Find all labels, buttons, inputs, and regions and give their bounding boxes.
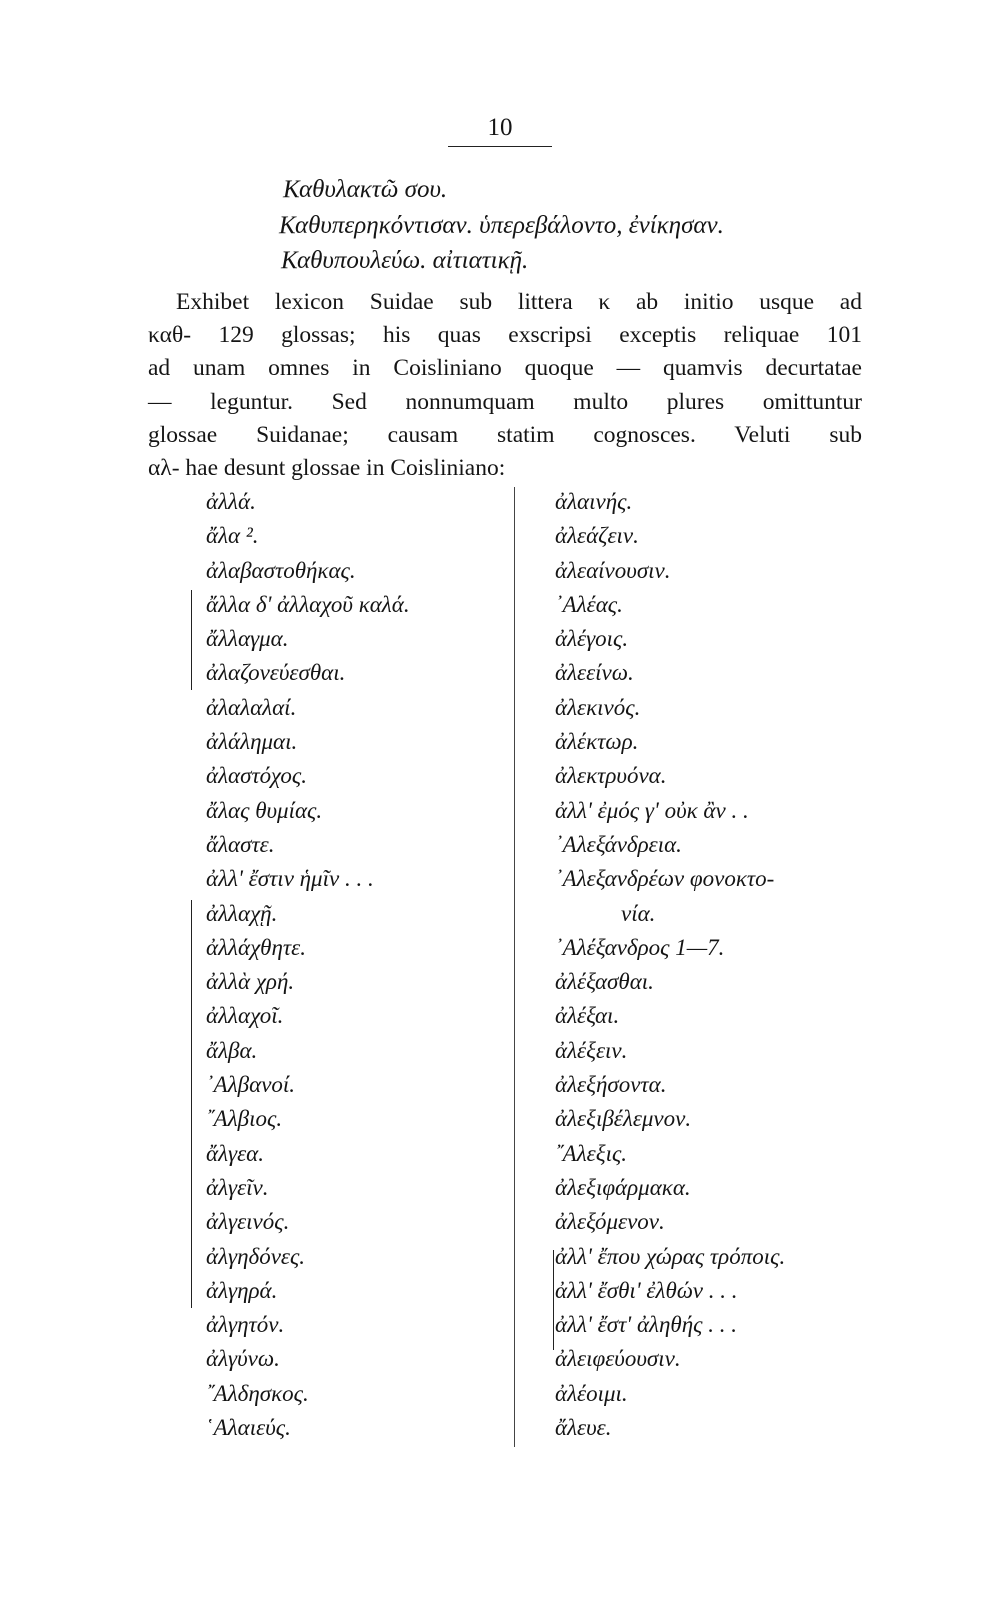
gloss-entry: ἀλλαχοῖ. [206,1003,284,1029]
gloss-entry: ἀλέοιμι. [555,1380,628,1406]
gloss-entry: ἀλλ' ἐμός γ' οὐκ ἂν . . [555,797,749,823]
gloss-entry: ἄλευε. [555,1415,612,1441]
gloss-list-right [555,485,875,1445]
gloss-entry: ἀλάλημαι. [206,729,298,755]
gloss-entry-continuation: νία. [621,900,656,926]
gloss-entry: ᾿Αλβανοί. [206,1072,296,1098]
gloss-entry: ῾Αλαιεύς. [206,1415,291,1441]
paragraph-line: αλ- hae desunt glossae in Coisliniano: [148,455,506,482]
gloss-entry: ᾿Αλεξάνδρεια. [555,831,682,857]
paragraph-line: καθ- 129 glossas; his quas exscripsi exceptis reliquae 101 [148,322,862,349]
paragraph-line: glossae Suidanae; causam statim cognosces. Veluti sub [148,421,862,448]
gloss-entry: ἀλεξιβέλεμνον. [555,1106,692,1132]
gloss-entry: ἀλεξόμενον. [555,1209,665,1235]
paragraph-line: ad unam omnes in Coisliniano quoque — quamvis decurtatae [148,355,862,382]
gloss-entry: ἀλλά. [206,489,256,514]
gloss-entry: ῎Αλεξις. [555,1140,628,1166]
gloss-entry: ἀλειφεύουσιν. [555,1346,681,1372]
gloss-entry: ἀλλ' ἔστιν ἡμῖν . . . [206,866,374,892]
gloss-entry: ᾿Αλέας. [555,591,623,617]
gloss-entry: ἀλεείνω. [555,660,634,686]
gloss-entry: ἀλαλαλαί. [206,694,297,720]
gloss-entry: ἀλαινής. [555,489,633,514]
gloss-entry: ἀλγητόν. [206,1312,285,1338]
gloss-entry: ἀλγεινός. [206,1209,290,1235]
column-divider [514,487,515,1447]
gloss-entry: ἀλγηρά. [206,1277,278,1303]
gloss-entry: ἀλέξαι. [555,1003,620,1029]
gloss-entry: ἀλλάχθητε. [206,934,306,960]
gloss-entry: ἄλαστε. [206,831,275,857]
gloss-entry: ἀλέξασθαι. [555,969,654,995]
gloss-entry: ἀλέγοις. [555,626,629,652]
page-number-rule [448,146,552,147]
gloss-entry: ἀλεκινός. [555,694,641,720]
group-bracket-right-1 [553,1250,554,1350]
gloss-entry: ἀλεξήσοντα. [555,1072,667,1098]
page-number: 10 [487,114,513,141]
gloss-entry: ἀλλ' ἔσθι' ἐλθών . . . [555,1277,738,1303]
gloss-entry: ἀλγηδόνες. [206,1243,306,1269]
intro-gloss-3: Καθυπουλεύω. αἰτιατικῇ. [281,247,529,274]
gloss-entry: ἀλαζονεύεσθαι. [206,660,346,686]
gloss-entry: ἄλλαγμα. [206,626,289,652]
gloss-entry: ἀλγεῖν. [206,1174,269,1200]
gloss-entry: ἀλλ' ἔστ' ἀληθής . . . [555,1312,737,1338]
group-bracket-left-1 [191,590,192,690]
gloss-entry: ἀλαβαστοθήκας. [206,557,356,583]
gloss-entry: ἀλαστόχος. [206,763,307,789]
gloss-entry: ἀλέκτωρ. [555,729,639,755]
gloss-entry: ῎Αλβιος. [206,1106,283,1132]
paragraph-line: — leguntur. Sed nonnumquam multo plures omittuntur [148,388,862,415]
gloss-entry: ἀλλαχῇ. [206,900,278,926]
gloss-entry: ἀλεαίνουσιν. [555,557,671,583]
gloss-entry: ᾿Αλέξανδρος 1—7. [555,934,725,960]
gloss-entry: ᾿Αλεξανδρέων φονοκτο- [555,866,775,892]
gloss-entry: ἄλλα δ' ἀλλαχοῦ καλά. [206,591,410,617]
gloss-entry: ἄλα ². [206,523,259,549]
gloss-entry: ἄλγεα. [206,1140,264,1166]
gloss-entry: ἀλεξιφάρμακα. [555,1174,691,1200]
gloss-entry: ἀλλὰ χρή. [206,969,295,995]
gloss-entry: ῎Αλδησκος. [206,1380,309,1406]
gloss-entry: ἀλεάζειν. [555,523,639,549]
gloss-entry: ἀλλ' ἔπου χώρας τρόποις. [555,1243,786,1269]
intro-gloss-1: Καθυλακτῶ σου. [283,176,448,203]
gloss-entry: ἀλέξειν. [555,1037,628,1063]
gloss-entry: ἀλεκτρυόνα. [555,763,667,789]
gloss-list-left [206,485,506,1445]
latin-paragraph [148,286,862,485]
paragraph-line: Exhibet lexicon Suidae sub littera κ ab initio usque ad [176,289,862,315]
gloss-entry: ἄλβα. [206,1037,258,1063]
group-bracket-left-2 [191,900,192,1308]
gloss-entry: ἄλας θυμίας. [206,797,323,823]
intro-gloss-2: Καθυπερηκόντισαν. ὑπερεβάλοντο, ἐνίκησαν. [279,212,724,239]
gloss-entry: ἀλγύνω. [206,1346,280,1372]
